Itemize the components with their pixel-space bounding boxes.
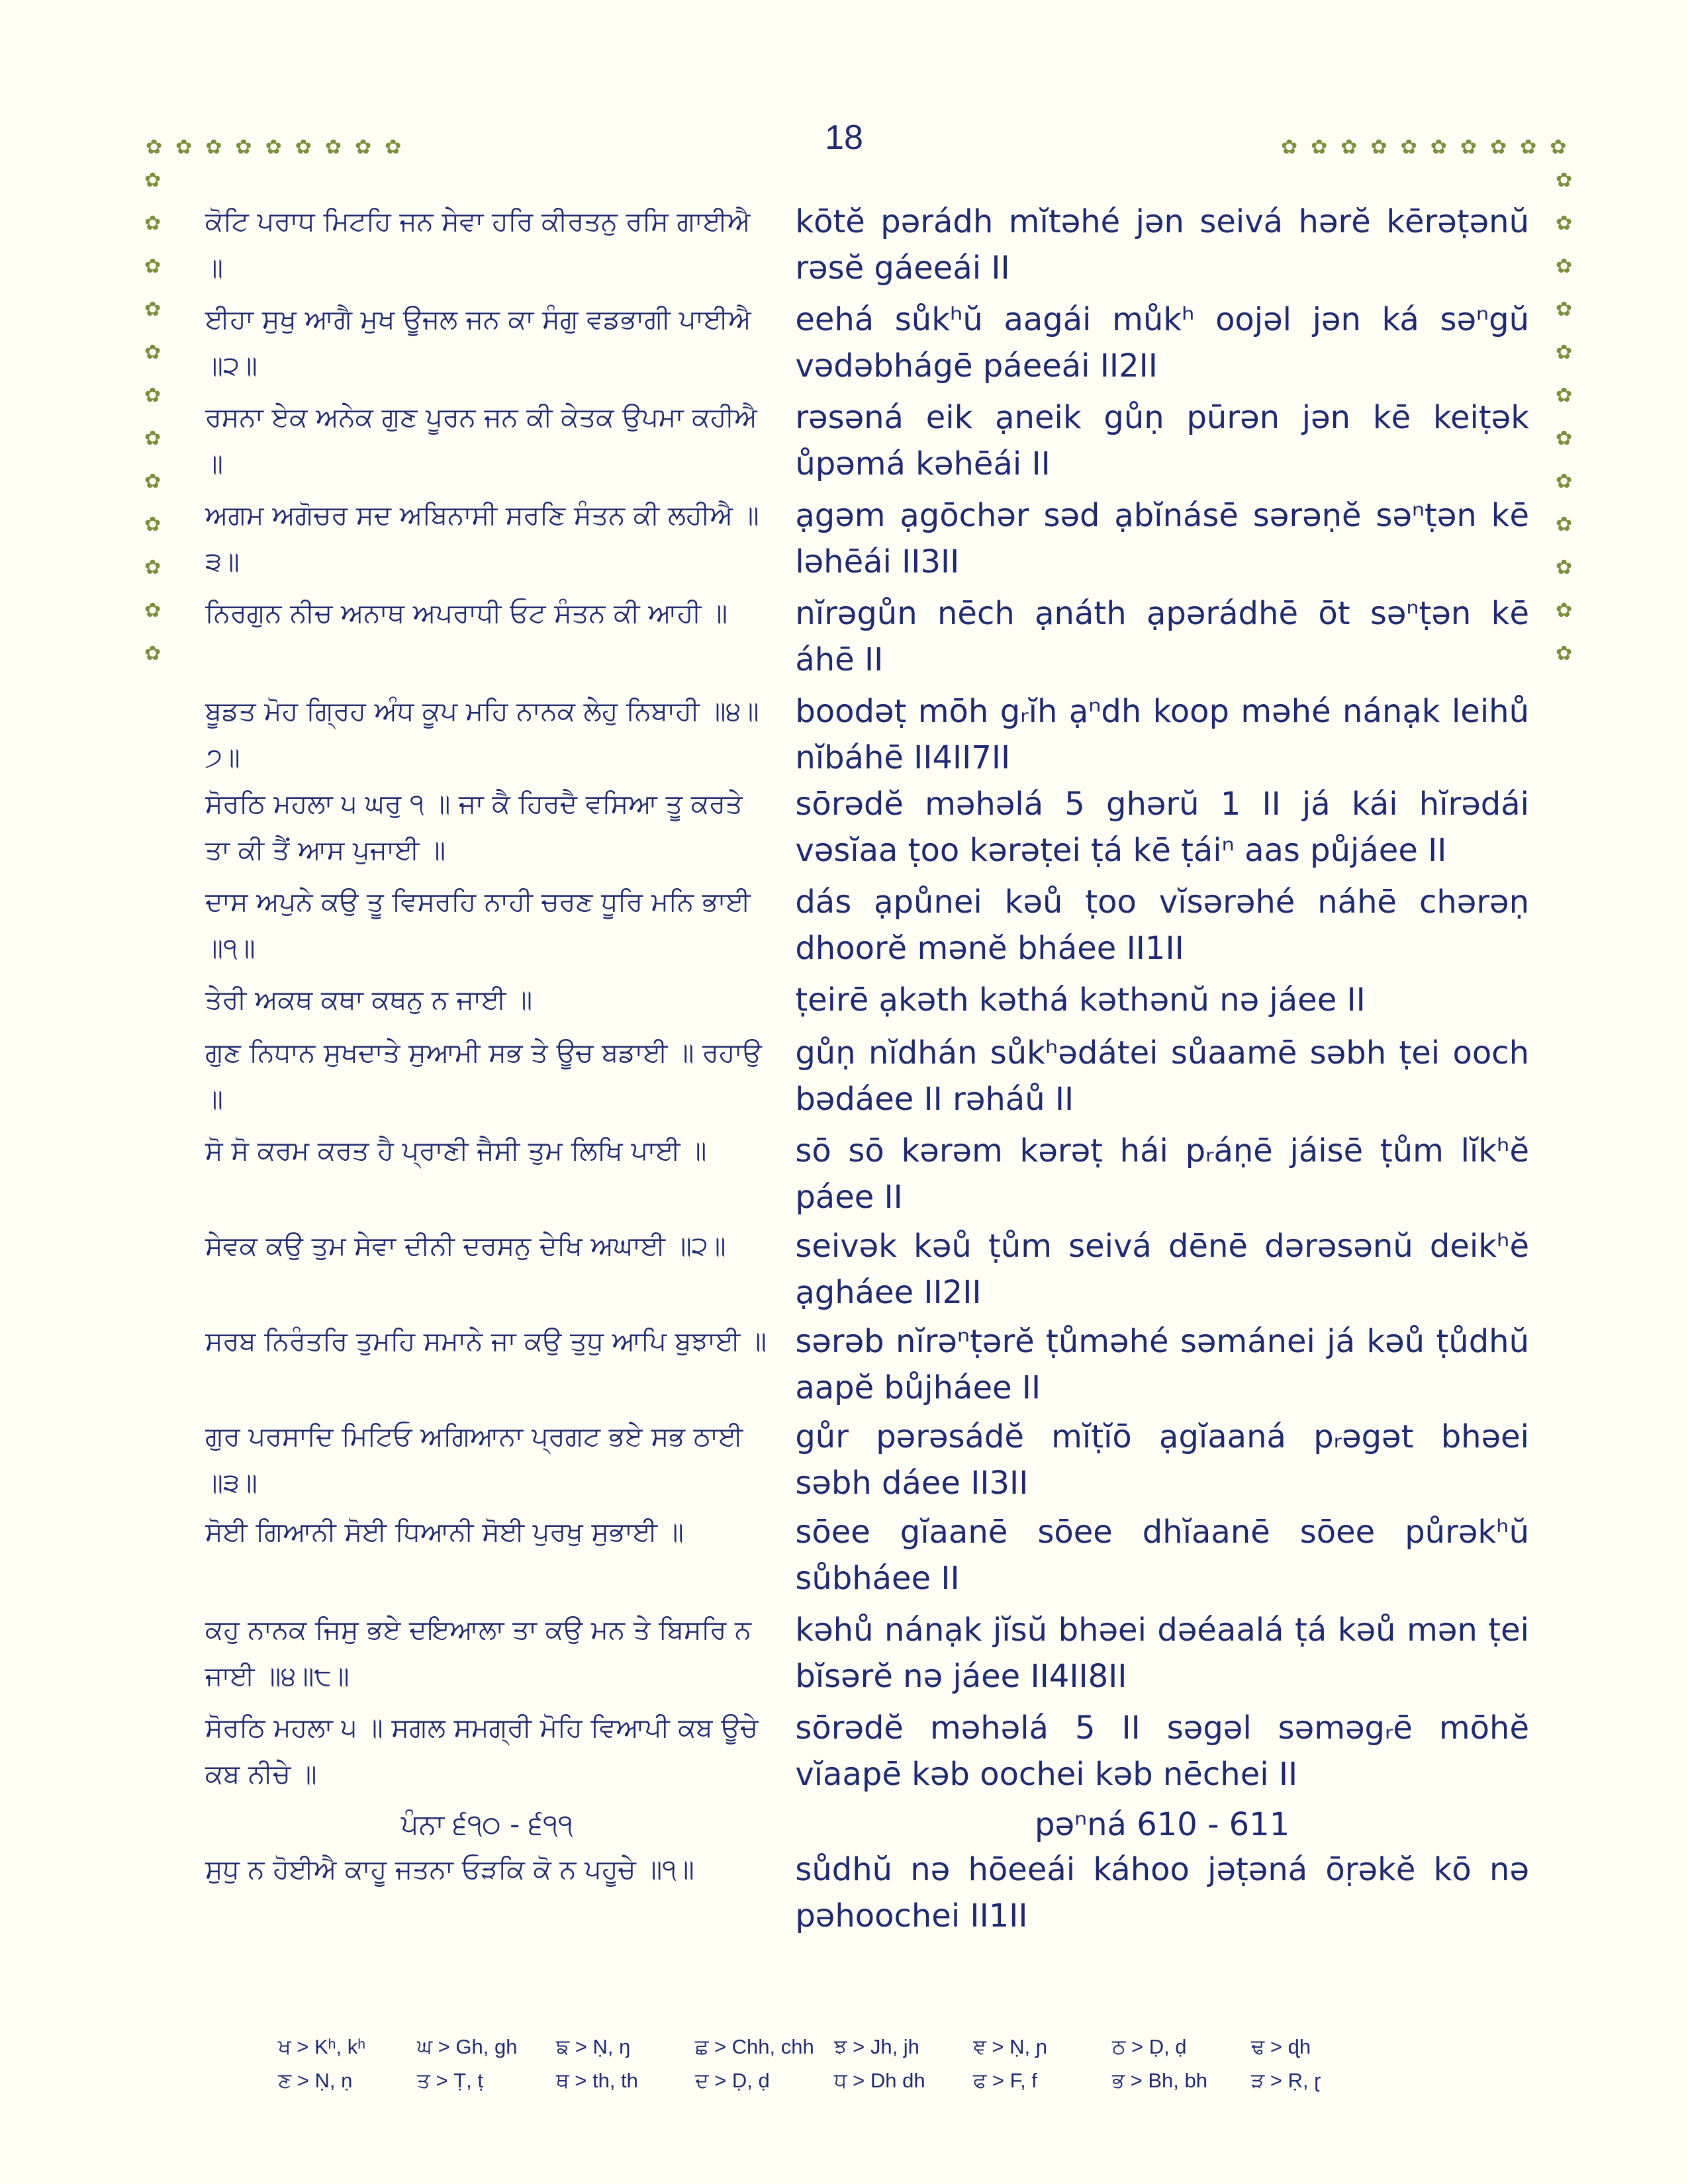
- gurmukhi-text: ਦਾਸ ਅਪੁਨੇ ਕਉ ਤੂ ਵਿਸਰਹਿ ਨਾਹੀ ਚਰਣ ਧੂਰਿ ਮਨਿ ਭਾਈ ॥੧॥: [205, 887, 751, 964]
- verse-row: [205, 1607, 1529, 1705]
- verse-row: [205, 688, 1529, 781]
- legend-item: ੜ > Ṛ, ɽ: [1251, 2069, 1321, 2092]
- gurmukhi-text: ਸੋਈ ਗਿਆਨੀ ਸੋਈ ਧਿਆਨੀ ਸੋਈ ਪੁਰਖੁ ਸੁਭਾਈ ॥: [205, 1517, 684, 1547]
- transliteration-text: sōee gĭaanē sōee dhĭaanē sōee půrəkʰŭ sůbháee II: [795, 1514, 1529, 1597]
- gurmukhi-text: ਕਹੁ ਨਾਨਕ ਜਿਸੁ ਭਏ ਦਇਆਲਾ ਤਾ ਕਉ ਮਨ ਤੇ ਬਿਸਰਿ ਨ ਜਾਈ ॥੪॥੮॥: [205, 1615, 752, 1692]
- verse-row: [205, 879, 1529, 977]
- legend-item: ਝ > Jh, jh: [834, 2035, 919, 2058]
- gurmukhi-text: ਸੋਰਠਿ ਮਹਲਾ ੫ ਘਰੁ ੧ ॥ ਜਾ ਕੈ ਹਿਰਦੈ ਵਸਿਆ ਤੂ ਕਰਤੇ ਤਾ ਕੀ ਤੈਂ ਆਸ ਪੁਜਾਈ ॥: [205, 789, 743, 866]
- gurmukhi-text: ਸਰਬ ਨਿਰੰਤਰਿ ਤੁਮਹਿ ਸਮਾਨੇ ਜਾ ਕਉ ਤੁਧੁ ਆਪਿ ਬੁਝਾਈ ॥: [205, 1326, 767, 1357]
- gurmukhi-text: ਗੁਣ ਨਿਧਾਨ ਸੁਖਦਾਤੇ ਸੁਆਮੀ ਸਭ ਤੇ ਊਚ ਬਡਾਈ ॥ ਰਹਾਉ ॥: [205, 1038, 762, 1115]
- verse-row: [205, 1414, 1529, 1509]
- transliteration-text: sōrədĕ məhəlá 5 ghərŭ 1 II já kái hĭrədái vəsĭaa ṭoo kərəṭei ṭá kē ṭáiⁿ aas půjáee II: [795, 786, 1529, 869]
- gurmukhi-text: ਕੋਟਿ ਪਰਾਧ ਮਿਟਹਿ ਜਨ ਸੇਵਾ ਹਰਿ ਕੀਰਤਨੁ ਰਸਿ ਗਾਈਐ ॥: [205, 206, 751, 283]
- transliteration-text: sərəb nĭrəⁿṭərĕ ṭůməhé səmánei já kəů ṭůdhŭ aapĕ bůjháee II: [795, 1323, 1529, 1406]
- legend-item: ਤ > Ṭ, ṭ: [417, 2069, 483, 2092]
- transliteration-text: seivək kəů ṭům seivá dēnē dərəsənŭ deikʰĕ ạgháee II2II: [795, 1228, 1529, 1311]
- top-right-flower-border-icon: ✿ ✿ ✿ ✿ ✿ ✿ ✿ ✿ ✿ ✿: [1281, 136, 1567, 159]
- legend-row: [278, 2069, 1403, 2093]
- transliteration-text: rəsəná eik ạneik gůṇ pūrən jən kē keiṭək ůpəmá kəhēái II: [795, 399, 1529, 482]
- transliteration-text: sō sō kərəm kərəṭ hái pᵣáṇē jáisē ṭům lĭkʰĕ páee II: [795, 1132, 1529, 1216]
- transliteration-text: sōrədĕ məhəlá 5 II səgəl səməgᵣē mōhĕ vĭaapē kəb oochei kəb nēchei II: [795, 1709, 1529, 1793]
- top-left-flower-border-icon: ✿ ✿ ✿ ✿ ✿ ✿ ✿ ✿ ✿: [146, 136, 402, 159]
- legend-item: ਖ > Kʰ, kʰ: [278, 2035, 366, 2058]
- verse-row: [205, 1128, 1529, 1223]
- transliteration-text: eehá sůkʰŭ aagái můkʰ oojəl jən ká səⁿgŭ vədəbhágē páeeái II2II: [795, 301, 1529, 385]
- legend-item: ਦ > Ḍ, ḍ: [695, 2069, 770, 2092]
- transliteration-text: ṭeirē ạkəth kəthá kəthənŭ nə jáee II: [795, 981, 1366, 1019]
- transliteration-text: kəhů nánạk jĭsŭ bhəei dəéaalá ṭá kəů mən ṭei bĭsərĕ nə jáee II4II8II: [795, 1612, 1529, 1695]
- legend-item: ਙ > Ṇ, ŋ: [556, 2035, 631, 2058]
- verse-row: [205, 590, 1529, 688]
- verse-row: [205, 199, 1529, 296]
- verse-row: [205, 1223, 1529, 1318]
- transliteration-text: gůṇ nĭdhán sůkʰədátei sůaamē səbh ṭei ooch bədáee II rəháů II: [795, 1034, 1529, 1118]
- verse-row: [205, 394, 1529, 492]
- gurmukhi-text: ਸੋ ਸੋ ਕਰਮ ਕਰਤ ਹੈ ਪ੍ਰਾਣੀ ਜੈਸੀ ਤੁਮ ਲਿਖਿ ਪਾਈ ॥: [205, 1136, 707, 1166]
- legend-item: ਧ > Dh dh: [834, 2069, 925, 2092]
- gurmukhi-text: ਈਹਾ ਸੁਖੁ ਆਗੈ ਮੁਖ ਊਜਲ ਜਨ ਕਾ ਸੰਗੁ ਵਡਭਾਗੀ ਪਾਈਐ ॥੨॥: [205, 304, 751, 381]
- legend-item: ਭ > Bh, bh: [1112, 2069, 1207, 2092]
- gurmukhi-text: ਬੂਡਤ ਮੋਹ ਗ੍ਰਿਹ ਅੰਧ ਕੂਪ ਮਹਿ ਨਾਨਕ ਲੇਹੁ ਨਿਬਾਹੀ ॥੪॥੭॥: [205, 696, 759, 773]
- transliteration-text: gůr pərəsádĕ mĭṭĭō ạgĭaaná pᵣəgət bhəei səbh dáee II3II: [795, 1418, 1529, 1502]
- right-flower-border-icon: ✿ ✿ ✿ ✿ ✿ ✿ ✿ ✿ ✿ ✿ ✿ ✿: [1556, 169, 1573, 665]
- verse-row: [205, 1846, 1529, 1939]
- transliteration-text: kōtĕ pərádh mĭtəhé jən seivá hərĕ kērəṭənŭ rəsĕ gáeeái II: [795, 203, 1529, 287]
- gurmukhi-text: ਅਗਮ ਅਗੋਚਰ ਸਦ ਅਬਿਨਾਸੀ ਸਰਣਿ ਸੰਤਨ ਕੀ ਲਹੀਐ ॥੩॥: [205, 500, 759, 577]
- transliteration-text: ạgəm ạgōchər səd ạbĭnásē sərəṇĕ səⁿṭən kē ləhēái II3II: [795, 497, 1529, 580]
- verse-row: [205, 492, 1529, 590]
- gurmukhi-text: ਤੇਰੀ ਅਕਥ ਕਥਾ ਕਥਨੁ ਨ ਜਾਈ ॥: [205, 985, 533, 1015]
- legend-item: ਥ > th, th: [556, 2069, 638, 2092]
- legend-item: ਢ > ɖh: [1251, 2035, 1311, 2058]
- left-flower-border-icon: ✿ ✿ ✿ ✿ ✿ ✿ ✿ ✿ ✿ ✿ ✿ ✿: [144, 169, 162, 665]
- page-reference-row: [205, 1801, 1529, 1846]
- legend-item: ਘ > Gh, gh: [417, 2035, 518, 2058]
- verse-row: [205, 1705, 1529, 1801]
- transliteration-text: boodəṭ mōh gᵣĭh ạⁿdh koop məhé nánạk leihů nĭbáhē II4II7II: [795, 693, 1529, 776]
- legend-item: ਞ > Ṇ, ɲ: [973, 2035, 1047, 2058]
- gurmukhi-text: ਗੁਰ ਪਰਸਾਦਿ ਮਿਟਿਓ ਅਗਿਆਨਾ ਪ੍ਰਗਟ ਭਏ ਸਭ ਠਾਈ ॥੩॥: [205, 1422, 743, 1498]
- legend-item: ਫ > F, f: [973, 2069, 1037, 2092]
- gurmukhi-text: ਰਸਨਾ ਏਕ ਅਨੇਕ ਗੁਣ ਪੂਰਨ ਜਨ ਕੀ ਕੇਤਕ ਉਪਮਾ ਕਹੀਐ ॥: [205, 402, 757, 479]
- transliteration-text: sůdhŭ nə hōeeái káhoo jəṭəná ōṛəkĕ kō nə pəhoochei II1II: [795, 1851, 1529, 1934]
- legend-item: ਠ > Ḍ, ḍ: [1112, 2035, 1187, 2058]
- gurmukhi-text: ਸੁਧੁ ਨ ਹੋਈਐ ਕਾਹੂ ਜਤਨਾ ਓੜਕਿ ਕੋ ਨ ਪਹੂਚੇ ॥੧॥: [205, 1854, 694, 1885]
- legend-item: ਛ > Chh, chh: [695, 2035, 814, 2058]
- legend-item: ਣ > Ṇ, ṇ: [278, 2069, 353, 2092]
- verse-row: [205, 1318, 1529, 1414]
- page-reference-transliteration: pəⁿná 610 - 611: [1035, 1806, 1290, 1843]
- transliteration-text: nĭrəgůn nēch ạnáth ạpərádhē ōt səⁿṭən kē áhē II: [795, 595, 1529, 678]
- legend-row: [278, 2035, 1403, 2060]
- gurmukhi-text: ਸੋਰਠਿ ਮਹਲਾ ੫ ॥ ਸਗਲ ਸਮਗ੍ਰੀ ਮੋਹਿ ਵਿਆਪੀ ਕਬ ਊਚੇ ਕਬ ਨੀਚੇ ॥: [205, 1713, 759, 1790]
- verse-row: [205, 1509, 1529, 1607]
- gurmukhi-text: ਨਿਰਗੁਨ ਨੀਚ ਅਨਾਥ ਅਪਰਾਧੀ ਓਟ ਸੰਤਨ ਕੀ ਆਹੀ ॥: [205, 598, 728, 629]
- verse-row: [205, 1030, 1529, 1128]
- gurmukhi-text: ਸੇਵਕ ਕਉ ਤੁਮ ਸੇਵਾ ਦੀਨੀ ਦਰਸਨੁ ਦੇਖਿ ਅਘਾਈ ॥੨॥: [205, 1231, 726, 1261]
- verse-row: [205, 977, 1529, 1030]
- transliteration-text: dás ạpůnei kəů ṭoo vĭsərəhé náhē chərəṇ dhoorĕ mənĕ bháee II1II: [795, 884, 1529, 967]
- transliteration-legend: [278, 2035, 1403, 2103]
- verse-row: [205, 781, 1529, 879]
- verse-row: [205, 296, 1529, 394]
- page-number: 18: [825, 118, 863, 157]
- page-reference-gurmukhi: ਪੰਨਾ ੬੧੦ - ੬੧੧: [400, 1808, 573, 1841]
- verse-table: [205, 199, 1529, 1939]
